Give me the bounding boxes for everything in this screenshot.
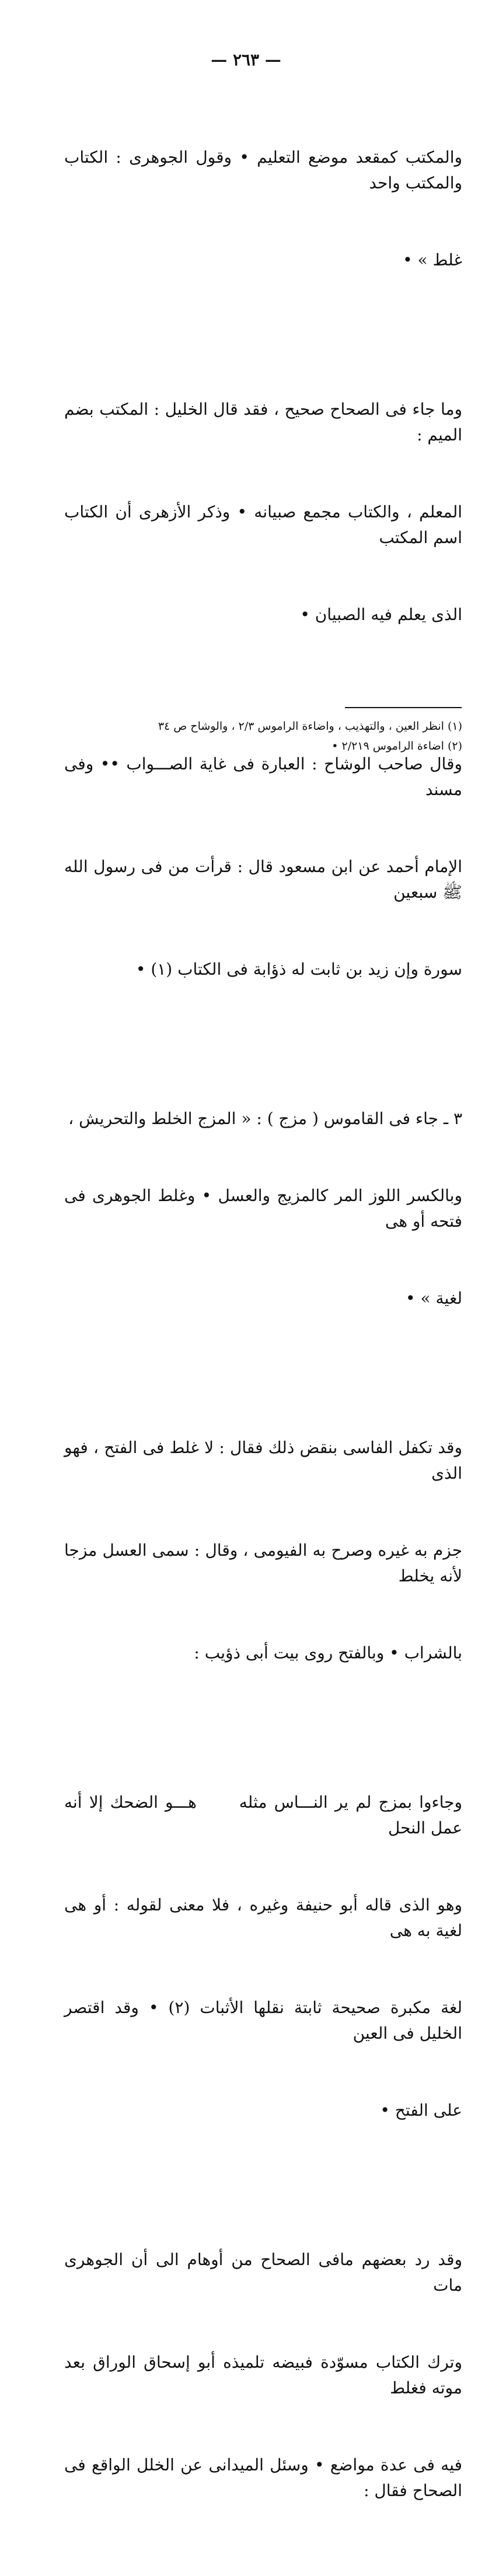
text-line: وقد تكفل الفاسى بنقض ذلك فقال : لا غلط فى الفتح ، فهو الذى [59, 1438, 462, 1483]
text-line: غلط » • [403, 250, 462, 270]
text-line: والمكتب كمقعد موضع التعليم • وقول الجوهرى : الكتاب والمكتب واحد [59, 148, 462, 192]
text-line: وما جاء فى الصحاح صحيح ، فقد قال الخليل : المكتب بضم الميم : [59, 400, 462, 444]
footnotes [63, 716, 462, 756]
text-line: فيه فى عدة مواضع • وسئل الميدانى عن الخلل الواقع فى الصحاح فقال : [59, 2455, 462, 2500]
footnote: (١) انظر العين ، والتهذيب ، واضاءة الراموس ٢/٣ ، والوشاح ص ٣٤ [158, 720, 462, 733]
text-line: الإمام أحمد عن ابن مسعود قال : قرأت من فى رسول الله ﷺ سبعين [59, 857, 462, 902]
text-line: على الفتح • [380, 2101, 462, 2120]
text-line: لغة مكبرة صحيحة ثابتة نقلها الأثبات (٢) • وقد اقتصر الخليل فى العين [59, 1998, 462, 2043]
paragraph [59, 2196, 462, 2555]
footnote-divider [345, 707, 462, 708]
text-line: وترك الكتاب مسوّدة فبيضه تلميذه أبو إسحاق الوراق بعد موته فغلط [59, 2353, 462, 2398]
text-line: جزم به غيره وصرح به الفيومى ، وقال : سمى العسل مزجا لأنه يخلط [59, 1541, 462, 1586]
paragraph [59, 345, 462, 679]
page-body [59, 93, 462, 2576]
paragraph [59, 1055, 462, 1363]
verse-line: وجاءوا بمزج لم ير النـــاس مثله هـــو الضحك إلا أنه عمل النحل [59, 1793, 462, 1838]
text-line: المعلم ، والكتاب مجمع صبيانه • وذكر الأزهرى أن الكتاب اسم المكتب [59, 502, 462, 547]
paragraph [59, 1738, 462, 2175]
page-number: — ٢٦٣ — [211, 50, 281, 69]
text-line: ٣ ـ جاء فى القاموس ( مزج ) : « المزج الخلط والتحريش ، [68, 1109, 462, 1128]
text-line: لغية » • [406, 1289, 462, 1308]
text-line: وبالكسر اللوز المر كالمزيج والعسل • وغلط الجوهرى فى فتحه أو هى [59, 1186, 462, 1231]
text-line: سورة وإن زيد بن ثابت له ذؤابة فى الكتاب (١) • [135, 960, 462, 979]
text-line: وقال صاحب الوشاح : العبارة فى غاية الصـــواب •• وفى مسند [59, 754, 462, 799]
text-line: بالشراب • وبالفتح روى بيت أبى ذؤيب : [194, 1643, 462, 1662]
paragraph [59, 1384, 462, 1717]
paragraph [59, 93, 462, 324]
footnote: (٢) اضاءة الراموس ٢/٢١٩ • [332, 740, 462, 752]
text-line: الذى يعلم فيه الصبيان • [300, 605, 462, 624]
text-line: وقد رد بعضهم مافى الصحاح من أوهام الى أن الجوهرى مات [59, 2250, 462, 2295]
text-line: وهو الذى قاله أبو حنيفة وغيره ، فلا معنى لقوله : أو هى لغية به هى [59, 1895, 462, 1940]
